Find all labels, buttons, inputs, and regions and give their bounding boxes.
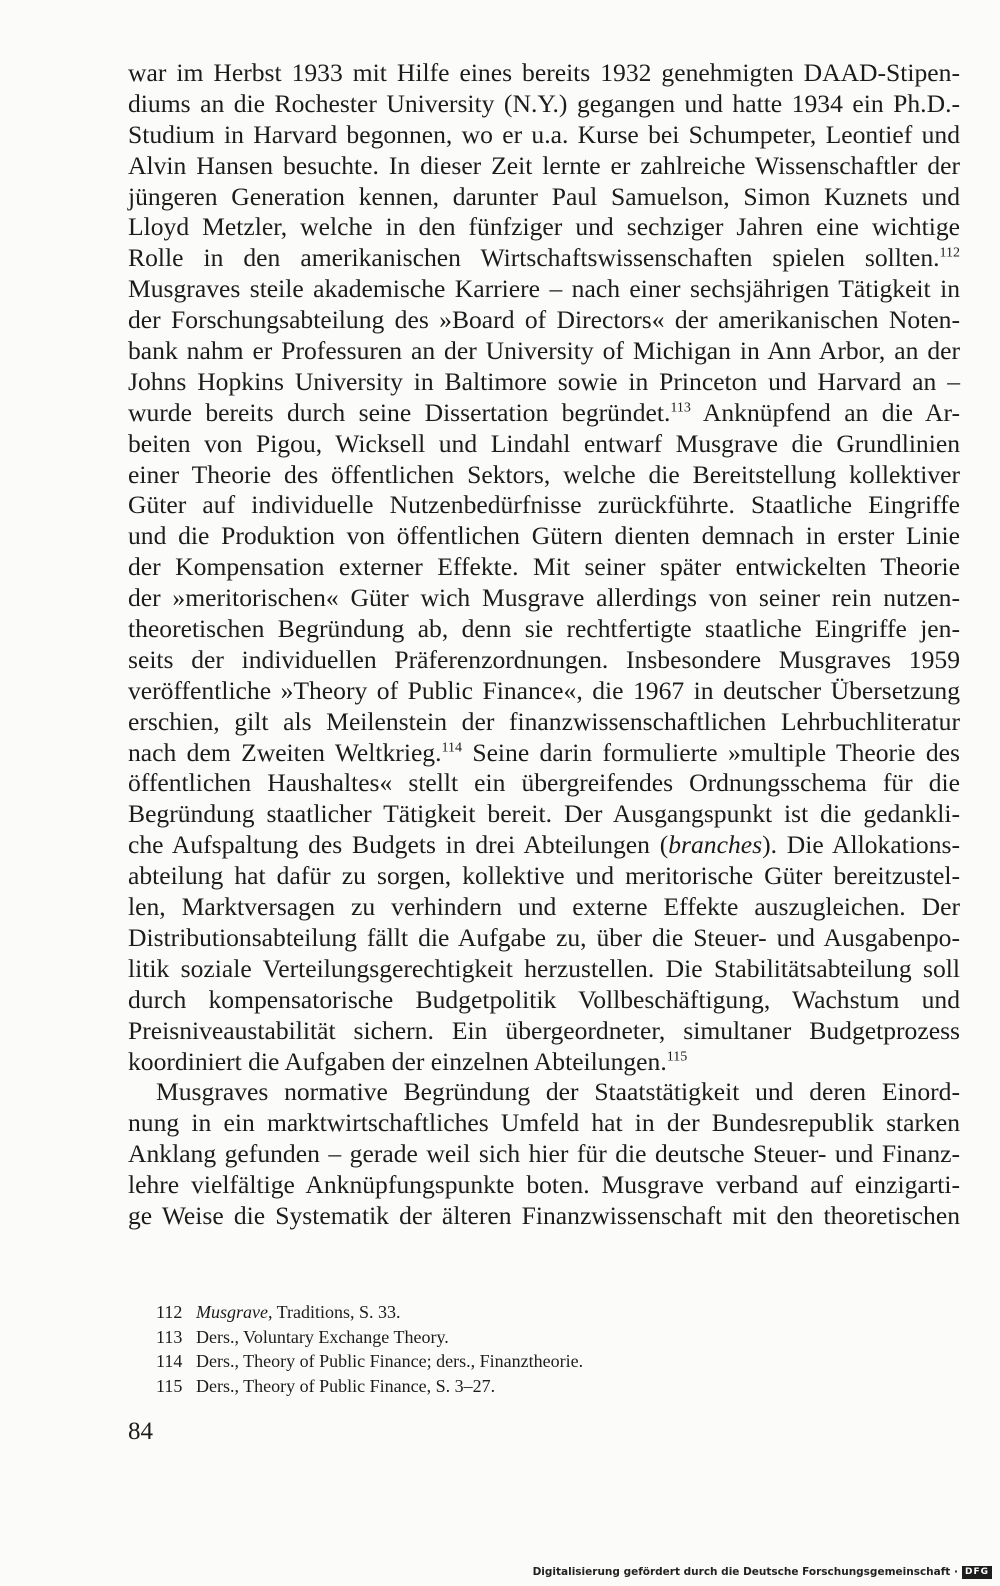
footnote-ref: 114 [441,740,462,756]
text-segment: der Forschungsabteilung des »Board of Directors« der amerikanischen Noten- [128,305,960,335]
footnote [156,1300,856,1325]
text-segment: Anklang gefunden – gerade weil sich hier für die deutsche Steuer- und Finanz- [128,1139,960,1169]
text-line [128,243,960,274]
text-line [128,954,960,985]
text-segment: Distributionsabteilung fällt die Aufgabe zu, über die Steuer- und Ausgabenpo- [128,922,960,952]
footnote-text: Musgrave [196,1302,268,1322]
footnote-number: 113 [156,1326,183,1347]
text-line [128,552,960,583]
text-segment: lehre vielfältige Anknüpfungspunkte boten. Musgrave verband auf einzigarti- [128,1170,960,1200]
text-segment: theoretischen Begründung ab, denn sie rechtfertigte staatliche Eingriffe jen- [128,614,960,644]
text-segment: Musgraves steile akademische Karriere – nach einer sechsjährigen Tätigkeit in [128,274,960,304]
text-line [128,490,960,521]
dfg-logo: DFG [962,1566,992,1579]
text-segment: wurde bereits durch seine Dissertation begründet. [128,397,671,427]
text-line [128,120,960,151]
footnote-text: , Traditions, S. 33. [267,1302,401,1322]
text-line [128,429,960,460]
text-segment: ge Weise die Systematik der älteren Finanzwissenschaft mit den theoretischen [128,1200,960,1230]
text-segment: litik soziale Verteilungsgerechtigkeit herzustellen. Die Stabilitätsabteilung soll [128,953,960,983]
digitization-credit: Digitalisierung gefördert durch die Deutsche Forschungsgemeinschaft · [532,1566,958,1578]
text-line [128,892,960,923]
text-line [128,1047,960,1078]
page-number: 84 [128,1418,153,1445]
text-line [128,1077,960,1108]
text-line [128,1108,960,1139]
text-segment: Alvin Hansen besuchte. In dieser Zeit lernte er zahlreiche Wissenschaftler der [128,150,960,180]
text-line [128,274,960,305]
text-line [128,336,960,367]
text-line [128,707,960,738]
body-text [128,58,960,1232]
text-line [128,521,960,552]
footnote-text: Ders., Theory of Public Finance, S. 3–27. [196,1375,496,1396]
text-segment: Musgraves normative Begründung der Staatstätigkeit und deren Einord- [156,1077,960,1107]
footnote-number: 115 [156,1375,183,1396]
text-segment: veröffentliche »Theory of Public Finance«, die 1967 in deutscher Übersetzung [128,675,960,705]
footnote-ref: 115 [666,1048,688,1064]
text-line [128,645,960,676]
text-line [128,151,960,182]
text-line [128,89,960,120]
footnote-number: 112 [156,1302,183,1322]
text-line [128,1016,960,1047]
text-line [128,182,960,213]
text-segment: koordiniert die Aufgaben der einzelnen Abteilungen. [128,1046,667,1076]
text-line [128,398,960,429]
text-segment: abteilung hat dafür zu sorgen, kollektive und meritorische Güter bereitzustel- [128,861,960,891]
text-segment: Rolle in den amerikanischen Wirtschaftswissenschaften spielen sollten. [128,243,940,273]
text-segment: der Kompensation externer Effekte. Mit seiner später entwickelten Theorie [128,552,960,582]
text-line [128,614,960,645]
footnote [156,1349,856,1374]
text-segment: Johns Hopkins University in Baltimore sowie in Princeton und Harvard an – [128,366,960,396]
text-segment: Studium in Harvard begonnen, wo er u.a. Kurse bei Schumpeter, Leontief und [128,119,960,149]
footnote-text: Ders., Voluntary Exchange Theory. [196,1326,449,1347]
text-segment: war im Herbst 1933 mit Hilfe eines bereits 1932 genehmigten DAAD-Stipen- [128,58,960,87]
text-segment: diums an die Rochester University (N.Y.) gegangen und hatte 1934 ein Ph.D.- [128,88,960,118]
footnote [156,1325,856,1350]
text-segment: einer Theorie des öffentlichen Sektors, welche die Bereitstellung kollektiver [128,459,960,489]
text-line [128,305,960,336]
digitization-banner [533,1563,992,1581]
text-segment: len, Marktversagen zu verhindern und externe Effekte auszugleichen. Der [128,892,960,922]
footnote-number: 114 [156,1351,183,1371]
text-line [128,1201,960,1232]
footnote [156,1374,856,1399]
text-segment: che Aufspaltung des Budgets in drei Abteilungen ( [128,830,669,860]
text-line [128,58,960,89]
text-segment: Lloyd Metzler, welche in den fünfziger und sechziger Jahren eine wichtige [128,212,960,242]
text-line [128,738,960,769]
text-segment: Seine darin formulierte »multiple Theorie des [461,737,960,767]
text-segment: und die Produktion von öffentlichen Gütern dienten demnach in erster Linie [128,521,960,551]
text-segment: bank nahm er Professuren an der University of Michigan in Ann Arbor, an der [128,336,960,366]
footnote-ref: 113 [670,400,691,416]
text-segment: branches [668,830,763,860]
text-line [128,1139,960,1170]
text-segment: durch kompensatorische Budgetpolitik Vollbeschäftigung, Wachstum und [128,984,960,1014]
text-segment: jüngeren Generation kennen, darunter Paul Samuelson, Simon Kuznets und [128,181,960,211]
text-line [128,212,960,243]
text-segment: seits der individuellen Präferenzordnungen. Insbesondere Musgraves 1959 [128,644,960,674]
text-segment: erschien, gilt als Meilenstein der finanzwissenschaftlichen Lehrbuchliteratur [128,706,960,736]
text-segment: beiten von Pigou, Wicksell und Lindahl entwarf Musgrave die Grundlinien [128,428,960,458]
footnote-ref: 112 [939,245,960,261]
text-line [128,460,960,491]
text-segment: Anknüpfend an die Ar- [690,397,961,427]
footnotes [156,1300,856,1398]
text-segment: öffentlichen Haushaltes« stellt ein übergreifendes Ordnungsschema für die [128,768,960,798]
text-segment: Begründung staatlicher Tätigkeit bereit. Der Ausgangspunkt ist die gedankli- [128,799,960,829]
text-segment: Güter auf individuelle Nutzenbedürfnisse zurückführte. Staatliche Eingriffe [128,490,960,520]
text-segment: nach dem Zweiten Weltkrieg. [128,737,442,767]
text-line [128,985,960,1016]
text-segment: ). Die Allokations- [762,830,961,860]
text-line [128,923,960,954]
text-line [128,861,960,892]
text-line [128,367,960,398]
text-line [128,1170,960,1201]
text-line [128,768,960,799]
text-line [128,799,960,830]
text-segment: der »meritorischen« Güter wich Musgrave allerdings von seiner rein nutzen- [128,583,960,613]
text-line [128,583,960,614]
footnote-text: Ders., Theory of Public Finance; ders., Finanztheorie. [196,1351,584,1371]
text-line [128,830,960,861]
text-segment: nung in ein marktwirtschaftliches Umfeld hat in der Bundesrepublik starken [128,1108,960,1138]
text-line [128,676,960,707]
text-segment: Preisniveaustabilität sichern. Ein übergeordneter, simultaner Budgetprozess [128,1015,960,1045]
